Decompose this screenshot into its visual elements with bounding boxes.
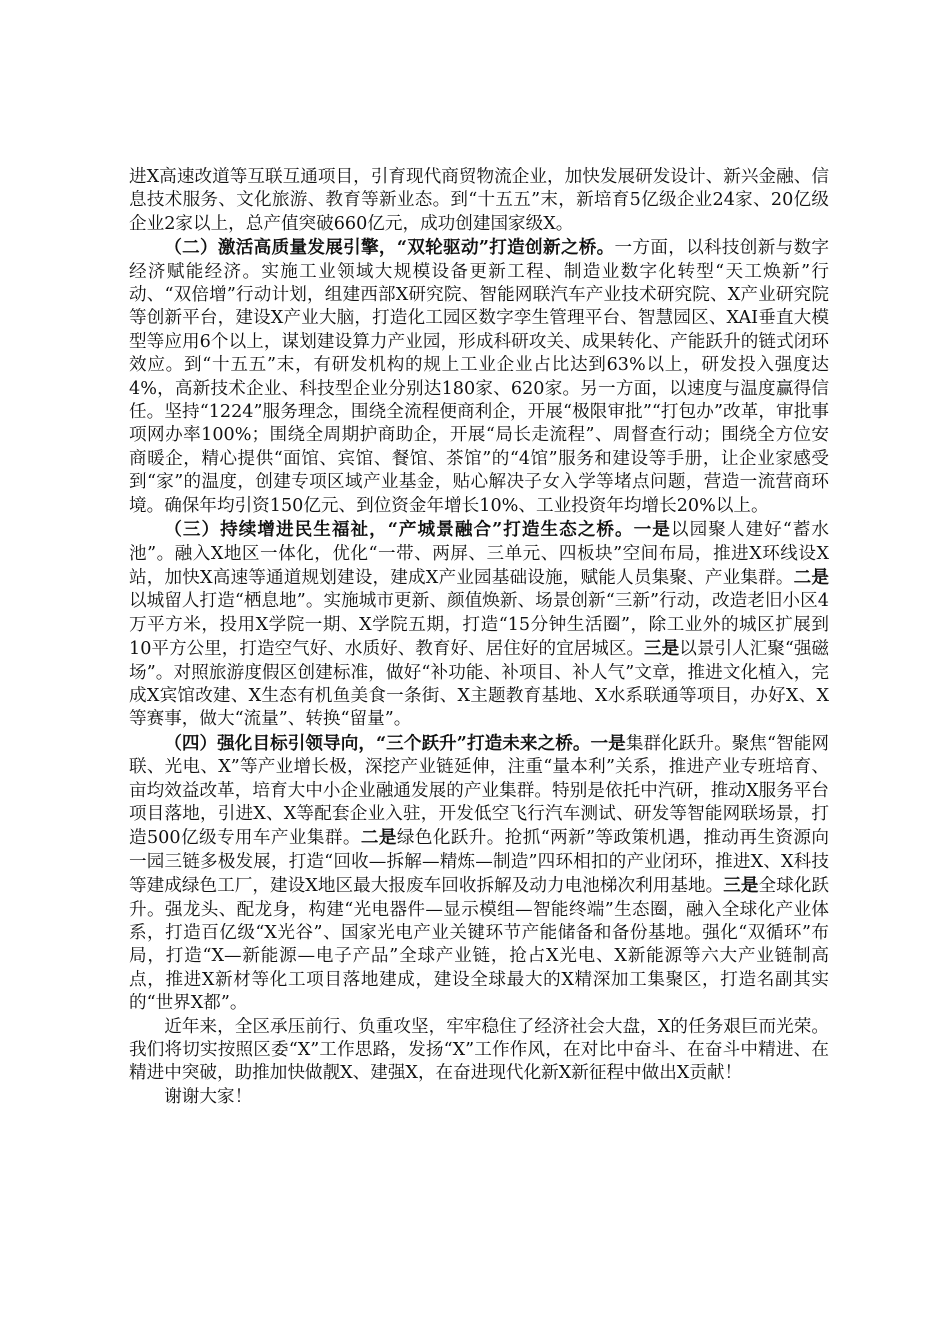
section-3-item-1-marker: 一是 (633, 519, 671, 541)
paragraph-section-3 (129, 518, 829, 732)
section-3-item-3-marker: 三是 (644, 638, 680, 660)
section-4-item-2-marker: 二是 (360, 827, 397, 849)
section-4-item-1-marker: 一是 (590, 732, 626, 754)
document-body (129, 166, 829, 1109)
paragraph-section-4 (129, 732, 829, 1016)
section-3-item-3-text: 以景引人汇聚“强磁场”。对照旅游度假区创建标准，做好“补功能、补项目、补人气”文章，推进文化植入，完成X宾馆改建、X生态有机鱼美食一条街、X主题教育基地、X水系联通等项目，办好X、X等赛事，做大“流量”、转换“留量”。 (129, 639, 830, 730)
section-4-heading: （四）强化目标引领导向，“三个跃升”打造未来之桥。 (164, 732, 591, 754)
section-3-item-1-text: 以园聚人建好“蓄水池”。融入X地区一体化，优化“一带、两屏、三单元、四板块”空间布局，推进X环线设X站，加快X高速等通道规划建设，建成X产业园基础设施，赋能人员集聚、产业集群。 (129, 520, 829, 588)
section-2-heading: （二）激活高质量发展引擎，“双轮驱动”打造创新之桥。 (164, 237, 615, 259)
section-3-item-2-marker: 二是 (793, 566, 829, 588)
section-3-item-2-text: 以城留人打造“栖息地”。实施城市更新、颜值焕新、场景创新“三新”行动，改造老旧小区4万平方米，投用X学院一期、X学院五期，打造“15分钟生活圈”，除工业外的城区扩展到10平方公里，打造空气好、水质好、教育好、居住好的宜居城区。 (129, 591, 829, 660)
paragraph-thanks: 谢谢大家！ (164, 1086, 253, 1107)
section-4-item-3-marker: 三是 (723, 875, 759, 897)
paragraph-conclusion: 近年来，全区承压前行、负重攻坚，牢牢稳住了经济社会大盘，X的任务艰巨而光荣。我们将切实按照区委“X”工作思路，发扬“X”工作作风，在对比中奋斗、在奋斗中精进、在精进中突破，助推加快做靓X、建强X，在奋进现代化新X新征程中做出X贡献！ (129, 1016, 829, 1084)
section-4-item-1-text: 集群化跃升。聚焦“智能网联、光电、X”等产业增长极，深挖产业链延伸，注重“量本利”关系，推进产业专班培育、亩均效益改革，培育大中小企业融通发展的产业集群。特别是依托中汽研，推动X服务平台项目落地，引进X、X等配套企业入驻，开发低空飞行汽车测试、研发等智能网联场景，打造500亿级专用车产业集群。 (129, 733, 829, 849)
paragraph-section-2 (129, 236, 829, 518)
paragraph-continuation: 进X高速改道等互联互通项目，引育现代商贸物流企业，加快发展研发设计、新兴金融、信息技术服务、文化旅游、教育等新业态。到“十五五”末，新培育5亿级企业24家、20亿级企业2家以上，总产值突破660亿元，成功创建国家级X。 (129, 167, 829, 234)
section-2-text: 一方面，以科技创新与数字经济赋能经济。实施工业领域大规模设备更新工程、制造业数字化转型“天工焕新”行动、“双倍增”行动计划，组建西部X研究院、智能网联汽车产业技术研究院、X产业研究院等创新平台，建设X产业大脑，打造化工园区数字孪生管理平台、智慧园区、XAI垂直大模型等应用6个以上，谋划建设算力产业园，形成科研攻关、成果转化、产能跃升的链式闭环效应。到“十五五”末，有研发机构的规上工业企业占比达到63%以上，研发投入强度达4%，高新技术企业、科技型企业分别达180家、620家。另一方面，以速度与温度赢得信任。坚持“1224”服务理念，围绕全流程便商利企，开展“极限审批”“打包办”改革，审批事项网办率100%；围绕全周期护商助企，开展“局长走流程”、周督查行动；围绕全方位安商暖企，精心提供“面馆、宾馆、餐馆、茶馆”的“4馆”服务和建设等手册，让企业家感受到“家”的温度，创建专项区域产业基金，贴心解决子女入学等堵点问题，营造一流营商环境。确保年均引资150亿元、到位资金年增长10%、工业投资年均增长20%以上。 (129, 238, 829, 516)
section-4-item-3-text: 全球化跃升。强龙头、配龙身，构建“光电器件—显示模组—智能终端”生态圈，融入全球化产业体系，打造百亿级“X光谷”、国家光电产业关键环节产能储备和备份基地。强化“双循环”布局，打造“X—新能源—电子产品”全球产业链，抢占X光电、X新能源等六大产业链制高点，推进X新材等化工项目落地建成，建设全球最大的X精深加工集聚区，打造名副其实的“世界X都”。 (129, 876, 829, 1014)
section-3-heading: （三）持续增进民生福祉，“产城景融合”打造生态之桥。 (164, 519, 634, 541)
section-4-item-2-text: 绿色化跃升。抢抓“两新”等政策机遇，推动再生资源向一园三链多极发展，打造“回收—拆解—精炼—制造”四环相扣的产业闭环，推进X、X科技等建成绿色工厂，建设X地区最大报废车回收拆解及动力电池梯次利用基地。 (129, 828, 829, 897)
